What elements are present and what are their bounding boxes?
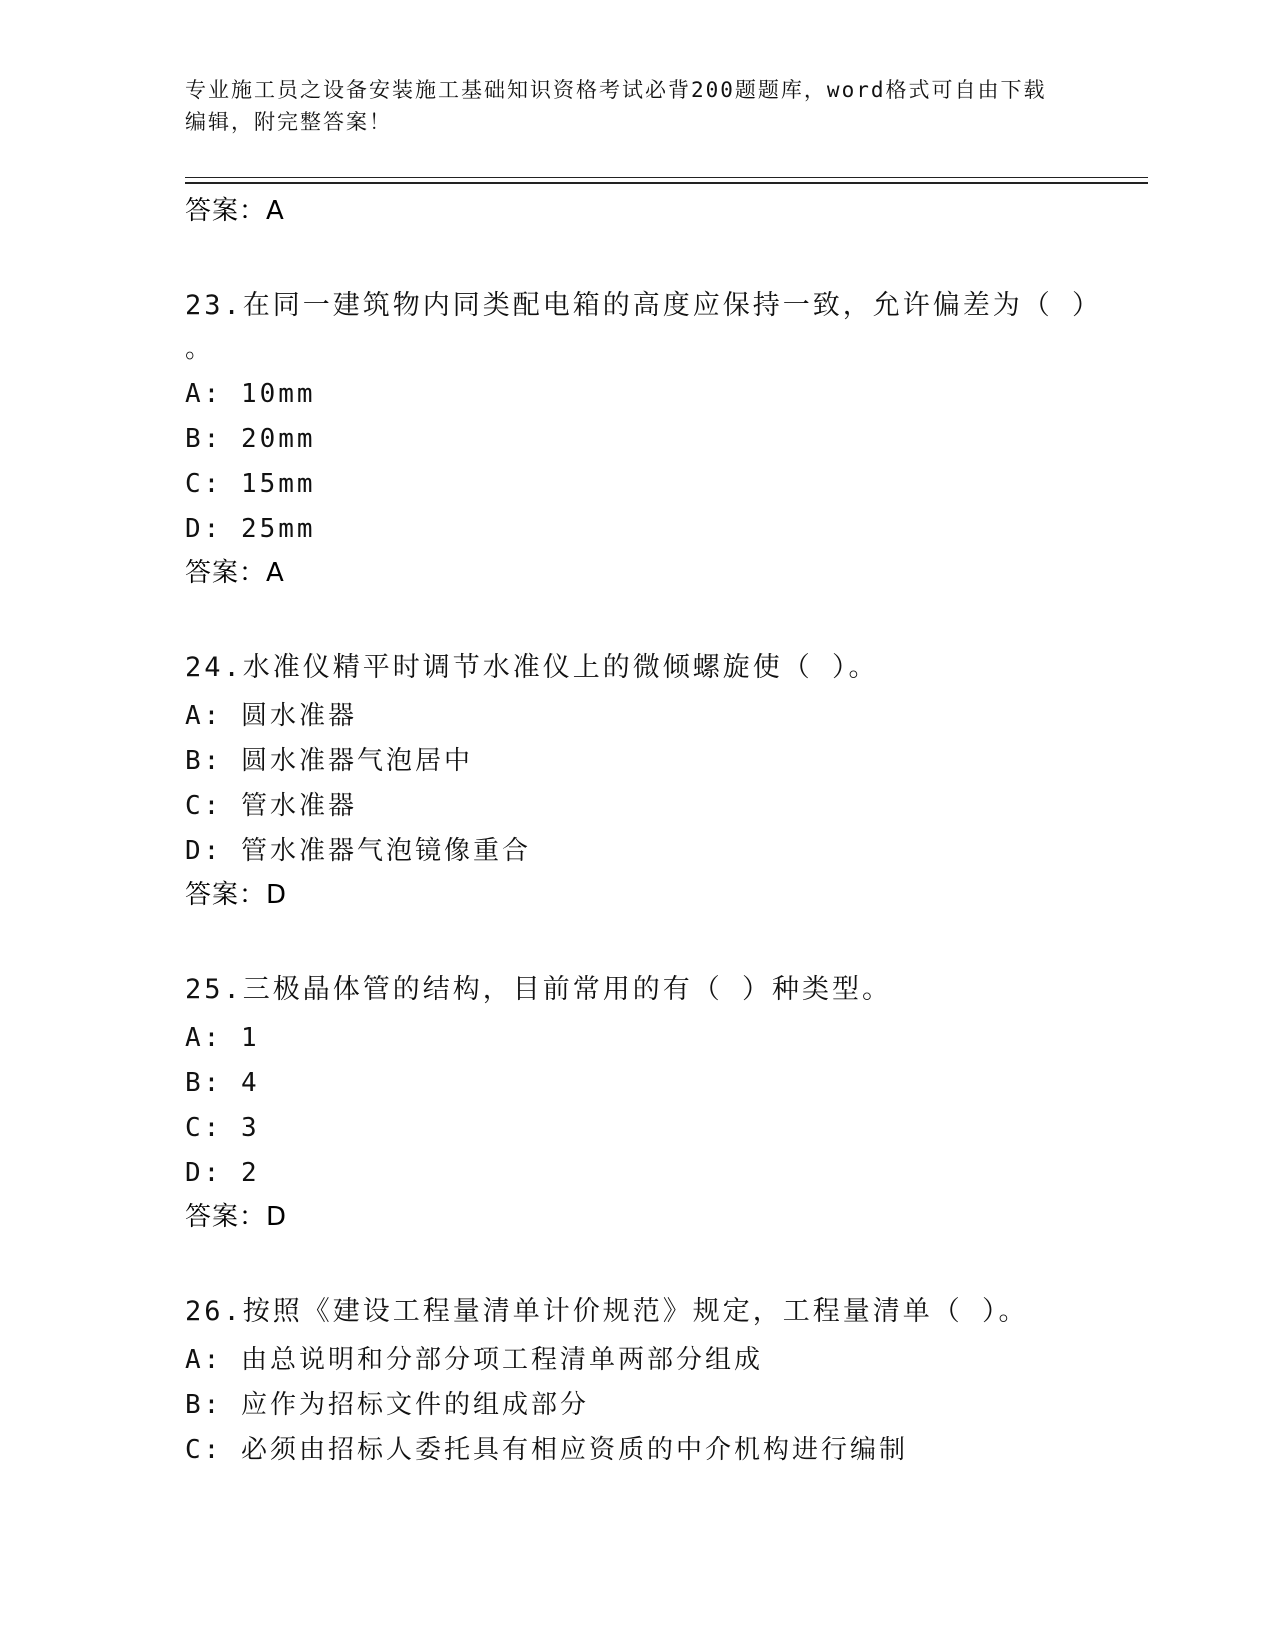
page-header: 专业施工员之设备安装施工基础知识资格考试必背200题题库，word格式可自由下载编辑，附完整答案！ <box>185 78 1047 134</box>
option-b: B: 应作为招标文件的组成部分 <box>185 1390 589 1420</box>
answer-line: 答案：D <box>185 880 288 910</box>
question-block <box>185 642 1148 916</box>
option-c: C: 必须由招标人委托具有相应资质的中介机构进行编制 <box>185 1435 908 1465</box>
option-b: B: 4 <box>185 1068 260 1098</box>
option-b: B: 圆水准器气泡居中 <box>185 746 473 776</box>
spacer <box>185 916 1148 964</box>
question-text: 24.水准仪精平时调节水准仪上的微倾螺旋使（ ）。 <box>185 652 879 683</box>
question-text-tail: 。 <box>185 334 212 364</box>
option-d: D: 25mm <box>185 514 316 544</box>
option-a: A: 10mm <box>185 379 316 409</box>
question-text: 26.按照《建设工程量清单计价规范》规定，工程量清单（ ）。 <box>185 1296 1029 1327</box>
header-rule-thin <box>185 177 1148 178</box>
question-text: 23.在同一建筑物内同类配电箱的高度应保持一致，允许偏差为（ ） <box>185 290 1103 321</box>
question-block <box>185 280 1148 594</box>
answer-line: 答案：A <box>185 196 285 226</box>
option-a: A: 1 <box>185 1023 260 1053</box>
question-list <box>185 190 1148 1473</box>
option-a: A: 由总说明和分部分项工程清单两部分组成 <box>185 1345 763 1375</box>
option-b: B: 20mm <box>185 424 316 454</box>
option-c: C: 3 <box>185 1113 260 1143</box>
option-d: D: 2 <box>185 1158 260 1188</box>
question-block <box>185 964 1148 1238</box>
option-c: C: 管水准器 <box>185 791 357 821</box>
question-block <box>185 1286 1148 1473</box>
option-a: A: 圆水准器 <box>185 701 357 731</box>
spacer <box>185 1238 1148 1286</box>
answer-line: 答案：A <box>185 558 285 588</box>
option-d: D: 管水准器气泡镜像重合 <box>185 836 531 866</box>
question-text: 25.三极晶体管的结构，目前常用的有（ ）种类型。 <box>185 974 893 1005</box>
spacer <box>185 594 1148 642</box>
option-c: C: 15mm <box>185 469 316 499</box>
answer-line: 答案：D <box>185 1202 288 1232</box>
spacer <box>185 232 1148 280</box>
header-rule-thick <box>185 182 1148 184</box>
